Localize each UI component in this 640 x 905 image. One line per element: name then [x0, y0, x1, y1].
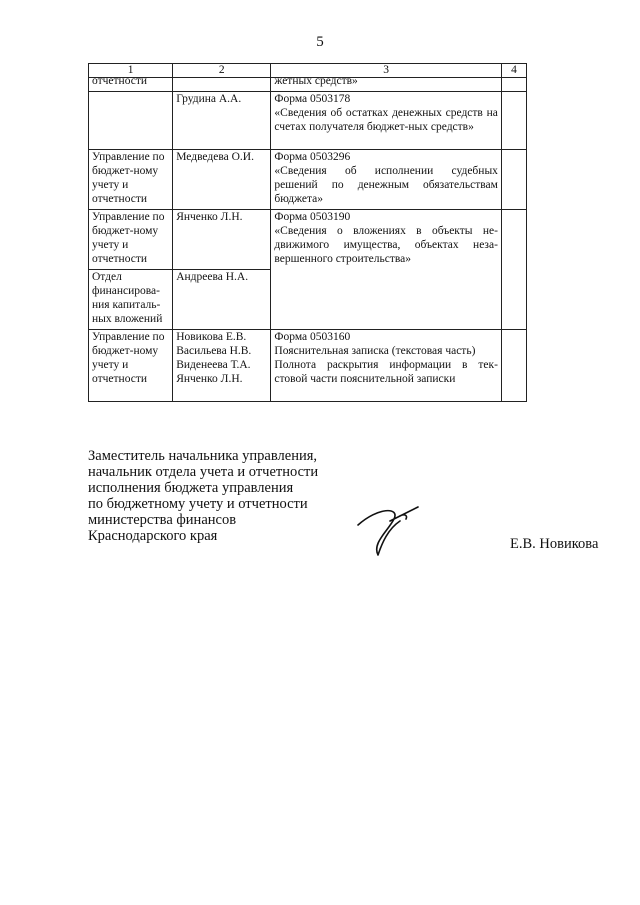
table-row	[89, 78, 527, 92]
table-row	[89, 150, 527, 210]
department-cell: Управление по бюджет-ному учету и отчетности	[89, 150, 173, 210]
person-cell: Новикова Е.В. Васильева Н.В. Виденеева Т.А. Янченко Л.Н.	[173, 330, 271, 402]
department-cell: отчетности	[89, 78, 173, 92]
notes-cell	[501, 330, 526, 402]
form-cell: жетных средств»	[271, 78, 502, 92]
person-cell: Грудина А.А.	[173, 92, 271, 150]
column-header-2: 2	[173, 64, 271, 78]
page-number: 5	[316, 34, 324, 50]
notes-cell	[501, 210, 526, 330]
form-cell: Форма 0503296 «Сведения об исполнении судебных решений по денежным обязательствам бюджета»	[271, 150, 502, 210]
department-cell: Управление по бюджет-ному учету и отчетности	[89, 210, 173, 270]
signatory-title-line: начальник отдела учета и отчетности	[88, 464, 319, 480]
department-cell: Отдел финансирова-ния капиталь-ных вложений	[89, 270, 173, 330]
table-row	[89, 330, 527, 402]
column-header-3: 3	[271, 64, 502, 78]
form-cell: Форма 0503178 «Сведения об остатках денежных средств на счетах получателя бюджет-ных средств»	[271, 92, 502, 150]
report-forms-table	[88, 63, 527, 402]
person-cell	[173, 78, 271, 92]
person-cell: Янченко Л.Н.	[173, 210, 271, 270]
notes-cell	[501, 78, 526, 92]
person-cell: Медведева О.И.	[173, 150, 271, 210]
form-cell: Форма 0503160 Пояснительная записка (текстовая часть) Полнота раскрытия информации в тек-стовой части пояснительной записки	[271, 330, 502, 402]
column-header-1: 1	[89, 64, 173, 78]
table-row	[89, 92, 527, 150]
form-cell: Форма 0503190 «Сведения о вложениях в объекты не-движимого имущества, объектах неза-вершенного строительства»	[271, 210, 502, 330]
signer-name: Е.В. Новикова	[510, 536, 599, 552]
signatory-title-line: по бюджетному учету и отчетности	[88, 496, 308, 512]
column-header-4: 4	[501, 64, 526, 78]
signatory-title-line: министерства финансов	[88, 512, 237, 528]
department-cell: Управление по бюджет-ному учету и отчетности	[89, 330, 173, 402]
signatory-title-line: исполнения бюджета управления	[88, 480, 294, 496]
signatory-title	[88, 448, 348, 544]
notes-cell	[501, 92, 526, 150]
person-cell: Андреева Н.А.	[173, 270, 271, 330]
handwritten-signature	[348, 503, 428, 563]
notes-cell	[501, 150, 526, 210]
signatory-title-line: Краснодарского края	[88, 528, 218, 544]
table-row	[89, 210, 527, 270]
department-cell	[89, 92, 173, 150]
signatory-title-line: Заместитель начальника управления,	[88, 448, 318, 464]
